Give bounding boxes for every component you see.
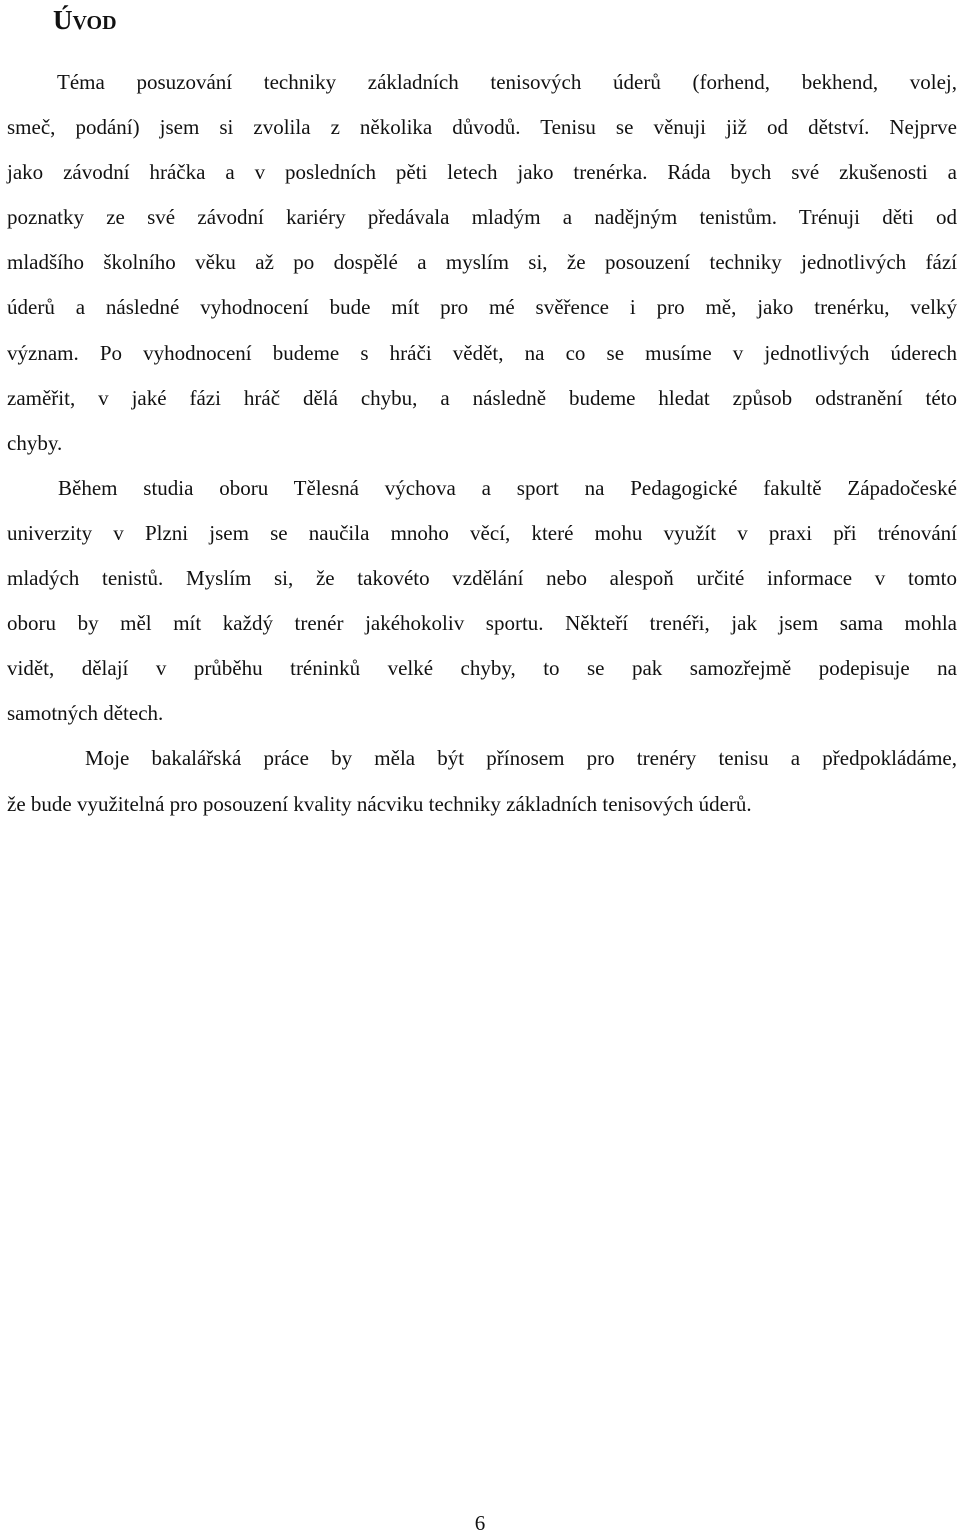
paragraph-line: mladých tenistů. Myslím si, že takovéto vzdělání nebo alespoň určité informace v tomto (7, 566, 957, 591)
paragraph-line: poznatky ze své závodní kariéry předávala mladým a nadějným tenistům. Trénuji děti od (7, 205, 957, 230)
paragraph-line: chyby. (7, 430, 63, 455)
paragraph-line: mladšího školního věku až po dospělé a myslím si, že posouzení techniky jednotlivých fází (7, 250, 957, 275)
body-text (7, 60, 957, 827)
paragraph-line: jako závodní hráčka a v posledních pěti letech jako trenérka. Ráda bych své zkušenosti a (7, 160, 957, 185)
paragraph-motivation (7, 60, 957, 466)
chapter-heading (53, 2, 117, 41)
paragraph-line: smeč, podání) jsem si zvolila z několika důvodů. Tenisu se věnuji již od dětství. Nejprve (7, 115, 957, 140)
paragraph-line: oboru by měl mít každý trenér jakéhokoliv sportu. Někteří trenéři, jak jsem sama mohla (7, 611, 957, 636)
page-number: 6 (474, 1511, 486, 1535)
paragraph-line: vidět, dělají v průběhu tréninků velké chyby, to se pak samozřejmě podepisuje na (7, 656, 957, 681)
paragraph-line: univerzity v Plzni jsem se naučila mnoho věcí, které mohu využít v praxi při trénování (7, 520, 957, 545)
paragraph-line: samotných dětech. (7, 701, 164, 726)
paragraph-line: zaměřit, v jaké fázi hráč dělá chybu, a následně budeme hledat způsob odstranění této (7, 385, 957, 410)
paragraph-line: význam. Po vyhodnocení budeme s hráči vědět, na co se musíme v jednotlivých úderech (7, 340, 957, 365)
paragraph-line: že bude využitelná pro posouzení kvality nácviku techniky základních tenisových úderů. (7, 791, 752, 816)
paragraph-line: Během studia oboru Tělesná výchova a sport na Pedagogické fakultě Západočeské (58, 475, 957, 500)
paragraph-contribution (7, 736, 957, 826)
paragraph-line: Moje bakalářská práce by měla být přínosem pro trenéry tenisu a předpokládáme, (85, 746, 957, 771)
heading-small-caps: VOD (72, 12, 117, 34)
paragraph-studies (7, 466, 957, 737)
paragraph-line: úderů a následné vyhodnocení bude mít pro mé svěřence i pro mě, jako trenérku, velký (7, 295, 957, 320)
heading-initial: Ú (53, 5, 73, 35)
paragraph-line: Téma posuzování techniky základních tenisových úderů (forhend, bekhend, volej, (57, 70, 957, 94)
